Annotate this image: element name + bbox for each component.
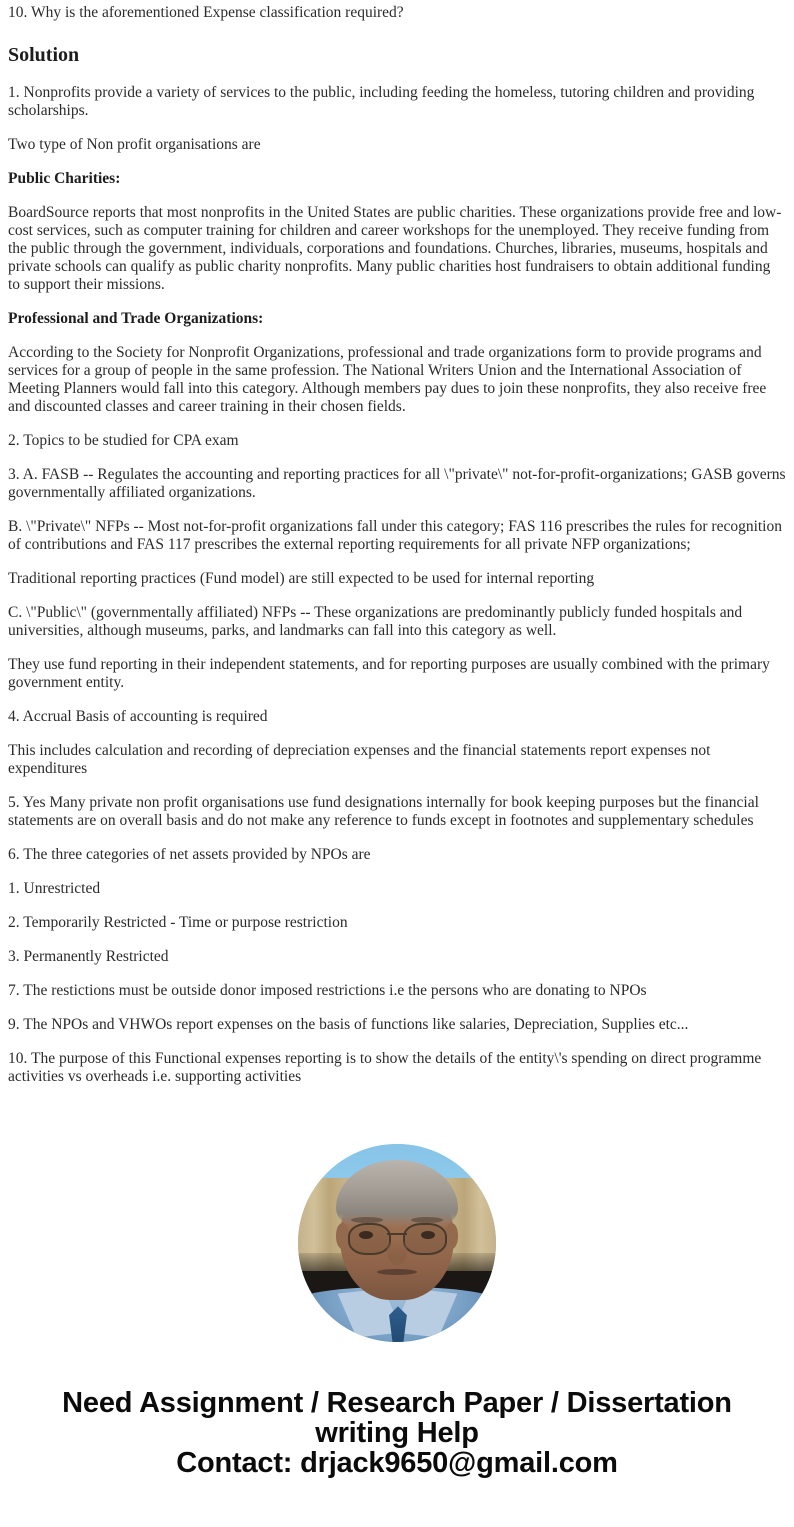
paragraph-accrual-detail: This includes calculation and recording of depreciation expenses and the financial statements report expenses not expenditures xyxy=(8,742,711,777)
solution-body xyxy=(8,84,786,1086)
cta-contact-email: Contact: drjack9650@gmail.com xyxy=(176,1447,618,1479)
paragraph-answer-9: 9. The NPOs and VHWOs report expenses on the basis of functions like salaries, Depreciation, Supplies etc... xyxy=(8,1016,689,1033)
avatar xyxy=(298,1144,496,1342)
cta-line-1: Need Assignment / Research Paper / Dissertation xyxy=(62,1387,732,1419)
photo-eyeglass-lens-left xyxy=(348,1223,392,1255)
solution-heading: Solution xyxy=(8,44,80,66)
paragraph-public-charities-body: BoardSource reports that most nonprofits in the United States are public charities. These organizations provide free and low-cost services, such as computer training for children and career workshops for the unemployed. They receive funding from the public through the government, individuals, corporations and foundations. Churches, libraries, museums, hospitals and private schools can qualify as public charity nonprofits. Many public charities host fundraisers to obtain additional funding to support their missions. xyxy=(8,204,782,293)
photo-mouth xyxy=(377,1269,417,1275)
paragraph-answer-10: 10. The purpose of this Functional expenses reporting is to show the details of the entity\'s spending on direct programme activities vs overheads i.e. supporting activities xyxy=(8,1050,762,1085)
paragraph-answer-6: 6. The three categories of net assets provided by NPOs are xyxy=(8,846,371,863)
paragraph-net-assets-2: 2. Temporarily Restricted - Time or purpose restriction xyxy=(8,914,348,931)
paragraph-net-assets-3: 3. Permanently Restricted xyxy=(8,948,169,965)
photo-ear-right xyxy=(445,1223,459,1249)
document-page xyxy=(0,4,794,1478)
paragraph-answer-3a: 3. A. FASB -- Regulates the accounting and reporting practices for all \"private\" not-for-profit-organizations; GASB governs governmentally affiliated organizations. xyxy=(8,466,786,501)
paragraph-answer-3b: B. \"Private\" NFPs -- Most not-for-profit organizations fall under this category; FAS 116 prescribes the rules for recognition of contributions and FAS 117 prescribes the external reporting requirements for all private NFP organizations; xyxy=(8,518,782,553)
photo-eyeglass-bridge xyxy=(387,1233,407,1235)
paragraph-answer-7: 7. The restictions must be outside donor imposed restrictions i.e the persons who are donating to NPOs xyxy=(8,982,647,999)
paragraph-two-types-intro: Two type of Non profit organisations are xyxy=(8,136,261,153)
paragraph-answer-1: 1. Nonprofits provide a variety of services to the public, including feeding the homeless, tutoring children and providing scholarships. xyxy=(8,84,755,119)
paragraph-answer-2: 2. Topics to be studied for CPA exam xyxy=(8,432,239,449)
subheading-professional-trade: Professional and Trade Organizations: xyxy=(8,310,264,327)
question-line: 10. Why is the aforementioned Expense classification required? xyxy=(8,4,404,21)
photo-eye-right xyxy=(421,1231,435,1239)
paragraph-net-assets-1: 1. Unrestricted xyxy=(8,880,101,897)
paragraph-answer-4: 4. Accrual Basis of accounting is required xyxy=(8,708,268,725)
paragraph-traditional-reporting: Traditional reporting practices (Fund model) are still expected to be used for internal reporting xyxy=(8,570,595,587)
paragraph-answer-3c: C. \"Public\" (governmentally affiliated) NFPs -- These organizations are predominantly publicly funded hospitals and universities, although museums, parks, and landmarks can fall into this category as well. xyxy=(8,604,743,639)
paragraph-professional-trade-body: According to the Society for Nonprofit Organizations, professional and trade organizations form to provide programs and services for a group of people in the same profession. The National Writers Union and the International Association of Meeting Planners would fall into this category. Although members pay dues to join these nonprofits, they also receive free and discounted classes and career training in their chosen fields. xyxy=(8,344,767,415)
paragraph-answer-5: 5. Yes Many private non profit organisations use fund designations internally for book keeping purposes but the financial statements are on overall basis and do not make any reference to funds except in footnotes and supplementary schedules xyxy=(8,794,759,829)
call-to-action-heading xyxy=(8,1388,786,1478)
subheading-public-charities: Public Charities: xyxy=(8,170,121,187)
photo-eyeglass-lens-right xyxy=(403,1223,447,1255)
paragraph-fund-reporting: They use fund reporting in their independent statements, and for reporting purposes are usually combined with the primary government entity. xyxy=(8,656,770,691)
photo-nose xyxy=(387,1239,407,1265)
cta-line-2: writing Help xyxy=(315,1417,479,1449)
avatar-container xyxy=(8,1144,786,1342)
